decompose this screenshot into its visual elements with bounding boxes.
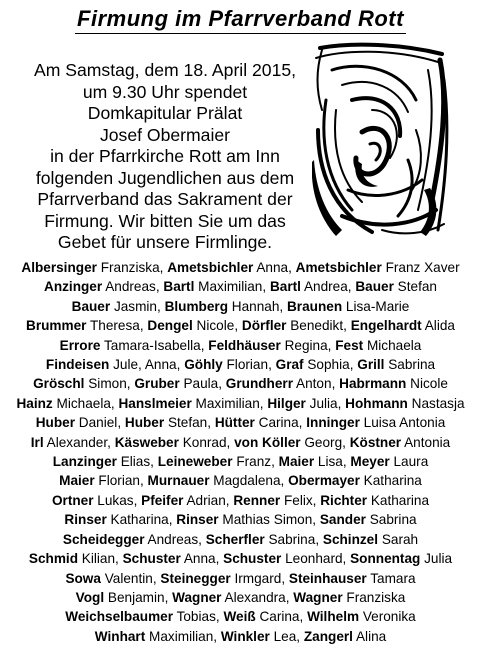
confirmand-given-name: Daniel: [78, 415, 118, 431]
confirmand-surname: Huber: [124, 415, 165, 431]
confirmand-surname: Schmid: [28, 551, 79, 567]
confirmand-entry: [16, 396, 110, 411]
confirmand-line: Bauer Jasmin, Blumberg Hannah, Braunen Lisa-Marie: [71, 298, 410, 314]
confirmand-entry: [63, 532, 198, 547]
confirmand-given-name: Benedikt: [290, 318, 344, 334]
confirmand-given-name: Jule, Anna: [113, 357, 177, 373]
confirmand-entry: [31, 435, 107, 450]
confirmand-surname: Gruber: [134, 376, 180, 392]
confirmand-given-name: Alida: [424, 318, 455, 334]
confirmand-given-name: Hannah: [231, 298, 280, 314]
confirmand-entry: [115, 435, 227, 450]
confirmand-entry: [223, 609, 299, 624]
confirmand-entry: [52, 493, 134, 508]
confirmand-surname: Grill: [357, 357, 385, 373]
confirmand-surname: Maier: [59, 473, 95, 489]
confirmand-line: Maier Florian, Murnauer Magdalena, Obermayer Katharina: [59, 473, 422, 489]
confirmand-surname: Meyer: [350, 454, 390, 470]
page-title-text: Firmung im Pfarrverband Rott: [75, 6, 406, 34]
confirmand-line: Winhart Maximilian, Winkler Lea, Zangerl Alina: [94, 628, 387, 644]
confirmand-given-name: Kilian: [81, 551, 116, 567]
confirmand-surname: Rinser: [64, 512, 107, 528]
confirmand-entry: [36, 415, 118, 430]
confirmand-entry: [33, 376, 127, 391]
confirmand-entry: [125, 415, 207, 430]
confirmand-surname: Feldhäuser: [208, 337, 281, 353]
confirmand-surname: Hütter: [214, 415, 255, 431]
confirmand-given-name: Andreas: [147, 531, 199, 547]
confirmand-surname: Engelhardt: [350, 318, 422, 334]
confirmand-line: Gröschl Simon, Gruber Paula, Grundherr Anton, Habrmann Nicole: [33, 376, 448, 392]
confirmand-given-name: Alina: [355, 628, 387, 644]
confirmand-entry: [118, 396, 259, 411]
confirmand-line: Rinser Katharina, Rinser Mathias Simon, Sander Sabrina: [64, 512, 417, 528]
intro-line: Pfarrverband das Sakrament der: [37, 189, 293, 209]
confirmand-surname: Köstner: [349, 434, 402, 450]
confirmand-entry: [242, 318, 343, 333]
confirmand-given-name: Michaela: [366, 337, 422, 353]
confirmand-entry: [206, 532, 316, 547]
confirmand-given-name: Franz: [236, 454, 272, 470]
confirmand-given-name: Sophia: [307, 357, 350, 373]
confirmand-entry: [123, 551, 216, 566]
confirmand-given-name: Tobias: [176, 609, 216, 625]
confirmand-line: Lanzinger Elias, Leineweber Franz, Maier Lisa, Meyer Laura: [52, 454, 429, 470]
confirmand-given-name: Florian: [226, 357, 269, 373]
confirmand-surname: Lanzinger: [52, 454, 117, 470]
confirmand-entry: [176, 512, 312, 527]
confirmand-given-name: Katharina: [370, 492, 430, 508]
confirmand-surname: Errore: [59, 337, 101, 353]
confirmand-surname: Brummer: [26, 318, 87, 334]
confirmand-entry: [226, 376, 332, 391]
confirmand-given-name: Alexander: [46, 434, 108, 450]
confirmand-entry: [59, 473, 140, 488]
confirmand-given-name: Sabrina: [388, 357, 436, 373]
page-title: [0, 6, 481, 34]
confirmand-surname: Winkler: [220, 628, 270, 644]
confirmand-given-name: Paula: [183, 376, 219, 392]
confirmand-surname: Schuster: [122, 551, 181, 567]
confirmand-entry: [289, 571, 416, 586]
confirmand-given-name: Anna: [183, 551, 216, 567]
confirmand-surname: Dörfler: [241, 318, 287, 334]
confirmand-entry: [357, 357, 435, 372]
confirmand-list: [4, 258, 477, 646]
confirmand-given-name: Carina: [259, 609, 300, 625]
confirmand-surname: Käsweber: [114, 434, 179, 450]
confirmand-entry: [160, 571, 281, 586]
confirmand-given-name: Lisa-Marie: [345, 298, 410, 314]
confirmand-entry: [65, 571, 152, 586]
confirmand-surname: Bauer: [355, 279, 394, 295]
confirmand-given-name: Sarah: [381, 531, 419, 547]
confirmand-surname: Graf: [275, 357, 304, 373]
confirmand-entry: [165, 299, 280, 314]
confirmand-surname: Weichselbaumer: [65, 609, 174, 625]
confirmand-given-name: Anton: [296, 376, 332, 392]
confirmand-surname: Schuster: [223, 551, 282, 567]
confirmand-entry: [306, 415, 445, 430]
confirmand-entry: [76, 590, 165, 605]
confirmand-line: Brummer Theresa, Dengel Nicole, Dörfler Benedikt, Engelhardt Alida: [26, 318, 455, 334]
confirmand-given-name: Nicole: [196, 318, 235, 334]
confirmand-entry: [287, 299, 409, 314]
confirmand-entry: [134, 376, 218, 391]
confirmand-surname: Obermayer: [288, 473, 360, 489]
confirmand-surname: Scherfler: [205, 531, 265, 547]
confirmand-surname: Huber: [35, 415, 75, 431]
intro-line: um 9.30 Uhr spendet: [82, 81, 248, 102]
confirmand-entry: [355, 279, 437, 294]
confirmand-entry: [350, 435, 451, 450]
confirmand-given-name: Antonia: [404, 434, 451, 450]
intro-line: Domkapitular Prälat: [87, 103, 243, 123]
confirmand-entry: [60, 338, 201, 353]
confirmand-entry: [307, 609, 416, 624]
confirmand-line: Findeisen Jule, Anna, Göhly Florian, Graf Sophia, Grill Sabrina: [45, 357, 436, 373]
confirmand-surname: Steinhauser: [288, 570, 367, 586]
confirmand-surname: Richter: [320, 492, 368, 508]
confirmand-surname: Blumberg: [164, 298, 229, 314]
intro-line: Josef Obermaier: [99, 124, 231, 145]
confirmand-surname: Winhart: [94, 628, 146, 644]
confirmand-given-name: Stefan: [167, 415, 208, 431]
confirmand-entry: [26, 318, 140, 333]
confirmand-surname: Wilhelm: [307, 609, 360, 625]
confirmand-line: Irl Alexander, Käsweber Konrad, von Köller Georg, Köstner Antonia: [30, 434, 451, 450]
confirmand-given-name: Franz Xaver: [385, 260, 460, 275]
confirmand-surname: Braunen: [286, 298, 343, 314]
confirmand-given-name: Mathias Simon: [222, 512, 313, 528]
confirmand-surname: Wagner: [172, 589, 222, 605]
confirmand-surname: Pfeifer: [141, 492, 184, 508]
confirmand-given-name: Andreas: [105, 279, 156, 295]
confirmand-entry: [323, 532, 418, 547]
confirmand-line: Scheidegger Andreas, Scherfler Sabrina, Schinzel Sarah: [62, 531, 419, 547]
confirmand-given-name: Stefan: [397, 279, 437, 295]
intro-line: Am Samstag, dem 18. April 2015,: [33, 60, 297, 80]
confirmand-surname: Steinegger: [160, 570, 231, 586]
confirmand-given-name: Tamara-Isabella: [103, 337, 201, 353]
confirmand-entry: [270, 279, 348, 294]
confirmand-entry: [304, 629, 386, 644]
confirmand-surname: Murnauer: [147, 473, 210, 489]
confirmand-surname: Wagner: [293, 589, 343, 605]
confirmand-surname: Bartl: [269, 279, 301, 295]
confirmand-given-name: Maximilian: [195, 395, 260, 411]
confirmand-given-name: Katharina: [110, 512, 169, 528]
confirmand-surname: Ortner: [51, 492, 94, 508]
confirmand-entry: [46, 357, 177, 372]
confirmand-entry: [276, 357, 350, 372]
confirmand-entry: [351, 318, 455, 333]
confirmand-given-name: Sabrina: [369, 512, 417, 528]
confirmand-entry: [29, 551, 115, 566]
confirmand-surname: Schinzel: [322, 531, 379, 547]
confirmand-line: Anzinger Andreas, Bartl Maximilian, Bartl Andrea, Bauer Stefan: [44, 279, 437, 295]
confirmand-surname: Habrmann: [339, 376, 407, 392]
confirmand-entry: [95, 629, 213, 644]
confirmand-line: Ortner Lukas, Pfeifer Adrian, Renner Felix, Richter Katharina: [51, 492, 430, 508]
confirmand-line: Schmid Kilian, Schuster Anna, Schuster Leonhard, Sonnentag Julia: [28, 551, 453, 567]
confirmand-given-name: Georg: [304, 434, 343, 450]
confirmand-surname: Gröschl: [33, 376, 85, 392]
confirmand-given-name: Felix: [283, 492, 313, 508]
confirmand-line: Weichselbaumer Tobias, Weiß Carina, Wilhelm Veronika: [65, 609, 416, 625]
confirmand-entry: [172, 590, 286, 605]
confirmand-entry: [293, 590, 405, 605]
confirmand-entry: [339, 376, 448, 391]
confirmand-entry: [288, 473, 422, 488]
confirmand-entry: [345, 396, 464, 411]
confirmand-entry: [65, 609, 216, 624]
confirmand-entry: [350, 454, 428, 469]
confirmand-given-name: Simon: [88, 376, 127, 392]
confirmand-given-name: Magdalena: [213, 473, 281, 489]
confirmand-given-name: Laura: [393, 454, 429, 470]
confirmand-entry: [147, 318, 234, 333]
confirmand-given-name: Luisa Antonia: [363, 415, 446, 431]
confirmand-surname: Findeisen: [45, 357, 110, 373]
confirmand-line: Huber Daniel, Huber Stefan, Hütter Carina, Inninger Luisa Antonia: [35, 415, 446, 431]
confirmand-surname: Bauer: [71, 298, 111, 314]
confirmand-surname: Inninger: [306, 415, 360, 431]
confirmand-given-name: Nicole: [410, 376, 448, 392]
confirmand-entry: [320, 493, 429, 508]
confirmand-given-name: Franziska: [346, 589, 406, 605]
confirmand-given-name: Elias: [120, 454, 151, 470]
confirmand-surname: Sander: [319, 512, 366, 528]
confirmand-entry: [267, 396, 337, 411]
announcement-text: [20, 60, 310, 254]
confirmand-surname: Grundherr: [225, 376, 293, 392]
confirmand-entry: [148, 473, 281, 488]
confirmand-surname: Sonnentag: [350, 551, 421, 567]
confirmand-surname: von Köller: [234, 434, 301, 450]
confirmand-given-name: Veronika: [362, 609, 416, 625]
confirmand-entry: [320, 512, 417, 527]
brushstroke-artwork-icon: [312, 40, 450, 240]
confirmand-given-name: Julia: [309, 395, 338, 411]
confirmand-given-name: Valentin: [104, 570, 153, 586]
confirmand-surname: Göhly: [184, 357, 223, 373]
confirmand-line: Sowa Valentin, Steinegger Irmgard, Steinhauser Tamara: [65, 570, 416, 586]
confirmand-surname: Zangerl: [303, 628, 353, 644]
confirmand-surname: Bartl: [163, 279, 195, 295]
confirmand-given-name: Leonhard: [285, 551, 343, 567]
confirmand-given-name: Sabrina: [268, 531, 316, 547]
confirmand-given-name: Tamara: [370, 570, 416, 586]
confirmand-given-name: Nastasja: [411, 395, 465, 411]
confirmand-given-name: Andrea: [303, 279, 348, 295]
intro-line: in der Pfarrkirche Rott am Inn: [50, 146, 280, 166]
confirmand-surname: Fest: [335, 337, 364, 353]
intro-line: Firmung. Wir bitten Sie um das: [44, 210, 286, 231]
confirmand-line: Hainz Michaela, Hanslmeier Maximilian, Hilger Julia, Hohmann Nastasja: [16, 395, 465, 411]
confirmand-given-name: Jasmin: [113, 298, 157, 314]
confirmand-surname: Hohmann: [345, 395, 408, 411]
confirmand-entry: [44, 279, 156, 294]
confirmand-surname: Maier: [278, 454, 315, 470]
confirmand-surname: Sowa: [65, 570, 101, 586]
confirmand-surname: Leineweber: [157, 454, 233, 470]
confirmand-given-name: Michaela: [56, 395, 111, 411]
confirmand-given-name: Regina: [284, 337, 328, 353]
confirmand-given-name: Katharina: [363, 473, 422, 489]
confirmand-entry: [223, 551, 342, 566]
confirmand-entry: [72, 299, 157, 314]
confirmand-entry: [215, 415, 299, 430]
confirmand-surname: Weiß: [223, 609, 256, 625]
confirmand-entry: [279, 454, 343, 469]
confirmand-given-name: Alexandra: [224, 589, 286, 605]
confirmand-given-name: Konrad: [182, 434, 227, 450]
confirmand-surname: Hanslmeier: [118, 395, 192, 411]
confirmand-entry: [221, 629, 296, 644]
confirmand-given-name: Lisa: [317, 454, 343, 470]
confirmand-entry: [335, 338, 421, 353]
confirmand-surname: Hainz: [16, 395, 53, 411]
confirmand-given-name: Adrian: [186, 492, 226, 508]
confirmand-surname: Anzinger: [44, 279, 103, 295]
confirmand-entry: [350, 551, 452, 566]
confirmand-entry: [141, 493, 226, 508]
confirmand-surname: Renner: [233, 492, 281, 508]
confirmand-surname: Ametsbichler: [167, 260, 254, 275]
confirmand-surname: Scheidegger: [62, 531, 145, 547]
confirmand-entry: [167, 260, 288, 275]
confirmand-given-name: Julia: [424, 551, 453, 567]
confirmand-surname: Rinser: [176, 512, 219, 528]
confirmand-entry: [296, 260, 460, 275]
confirmand-entry: [234, 435, 342, 450]
confirmand-surname: Hilger: [267, 395, 306, 411]
confirmand-surname: Irl: [30, 434, 44, 450]
confirmand-entry: [64, 512, 168, 527]
confirmand-entry: [163, 279, 262, 294]
confirmand-given-name: Benjamin: [107, 589, 165, 605]
confirmand-entry: [208, 338, 327, 353]
confirmand-line: Vogl Benjamin, Wagner Alexandra, Wagner Franziska: [75, 589, 406, 605]
confirmand-entry: [233, 493, 312, 508]
confirmand-entry: [184, 357, 268, 372]
confirmand-given-name: Maximilian: [198, 279, 263, 295]
confirmand-surname: Vogl: [75, 589, 105, 605]
confirmand-surname: Albersinger: [21, 260, 97, 275]
intro-line: Gebet für unsere Firmlinge.: [57, 232, 273, 252]
confirmand-given-name: Franziska: [100, 260, 160, 275]
confirmand-given-name: Irmgard: [234, 570, 282, 586]
intro-line: folgenden Jugendlichen aus dem: [35, 167, 295, 188]
confirmand-given-name: Lukas: [97, 492, 134, 508]
confirmand-entry: [21, 260, 159, 275]
confirmand-entry: [53, 454, 150, 469]
confirmand-given-name: Anna: [256, 260, 289, 275]
confirmand-given-name: Theresa: [89, 318, 140, 334]
confirmand-given-name: Maximilian: [149, 628, 214, 644]
confirmand-surname: Ametsbichler: [295, 260, 382, 275]
confirmand-given-name: Lea: [273, 628, 297, 644]
confirmand-given-name: Florian: [98, 473, 140, 489]
confirmand-line: Errore Tamara-Isabella, Feldhäuser Regina, Fest Michaela: [59, 337, 422, 353]
confirmand-line: Albersinger Franziska, Ametsbichler Anna, Ametsbichler Franz Xaver: [21, 260, 460, 275]
confirmand-given-name: Carina: [258, 415, 299, 431]
confirmand-entry: [158, 454, 271, 469]
confirmand-surname: Dengel: [147, 318, 193, 334]
